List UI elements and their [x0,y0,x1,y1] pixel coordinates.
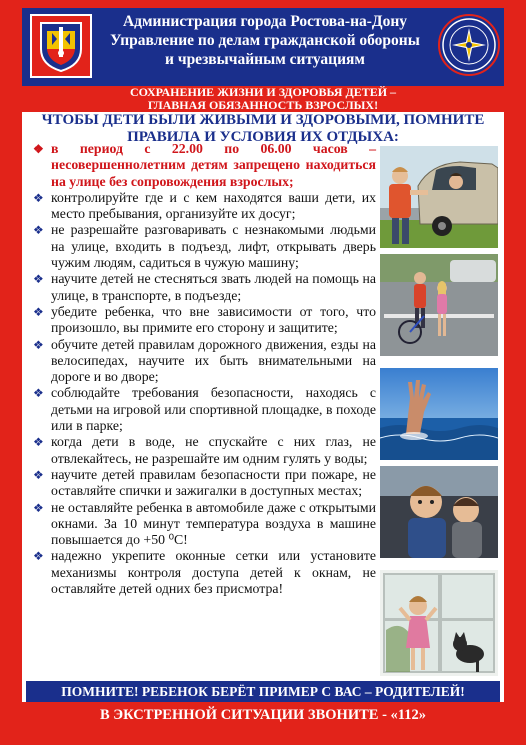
rule-text: контролируйте где и с кем находятся ваши дети, их место пребывания, организуйте их досуг; [51,189,376,222]
rule-text: убедите ребенка, что вне зависимости от того, что произошло, вы примите его сторону и защитите; [51,303,376,336]
rule-item [33,222,376,271]
rostov-coat-of-arms-icon [30,14,92,78]
main-heading-line: ЧТОБЫ ДЕТИ БЫЛИ ЖИВЫМИ И ЗДОРОВЫМИ, ПОМНИТЕ [41,112,485,128]
header-title [96,12,434,69]
slogan-line: ГЛАВНАЯ ОБЯЗАННОСТЬ ВЗРОСЛЫХ! [147,97,379,112]
rules-list [33,141,376,597]
children-on-bicycle-photo [380,254,498,356]
rule-text: соблюдайте требования безопасности, находясь с детьми на игровой или спортивной площадке, в походе или в парке; [51,385,376,434]
diamond-bullet-icon: ❖ [33,142,44,156]
header-title-line: Управление по делам гражданской обороны [110,32,420,49]
rule-item [33,548,376,597]
child-in-car-seat-photo [380,466,498,558]
rule-text: не оставляйте ребенка в автомобиле даже с открытыми окнами. За 10 минут температура воздуха в машине повышается до +50 ⁰С! [51,499,376,548]
diamond-bullet-icon: ❖ [33,386,44,401]
rule-text: в период с 22.00 по 06.00 часов – несовершеннолетним детям запрещено находиться на улице без сопровождения взрослых; [51,141,376,189]
rule-curfew [33,141,376,190]
parents-reminder-banner: ПОМНИТЕ! РЕБЕНОК БЕРЁТ ПРИМЕР С ВАС – РОДИТЕЛЕЙ! [26,681,500,702]
diamond-bullet-icon: ❖ [33,190,44,205]
drowning-hand-photo [380,368,498,460]
diamond-bullet-icon: ❖ [33,435,44,450]
rule-text: когда дети в воде, не спускайте с них глаз, не отвлекайтесь, не разрешайте им одним гулять у воды; [51,434,376,466]
rule-item [33,271,376,304]
header-title-line: и чрезвычайным ситуациям [165,51,365,68]
rule-item [33,385,376,434]
header-title-line: Администрация города Ростова-на-Дону [122,13,408,30]
rule-item [33,467,376,500]
diamond-bullet-icon: ❖ [33,223,44,238]
rule-text: научите детей не стесняться звать людей на помощь на улице, в транспорте, в подъезде; [51,271,376,303]
rule-item [33,337,376,386]
diamond-bullet-icon: ❖ [33,549,44,564]
diamond-bullet-icon: ❖ [33,467,44,482]
rule-text: научите детей правилам безопасности при пожаре, не оставляйте спички и зажигалки в доступных местах; [51,466,376,499]
diamond-bullet-icon: ❖ [33,337,44,352]
child-at-window-photo [380,570,498,676]
diamond-bullet-icon: ❖ [33,272,44,287]
rule-item [33,304,376,337]
rule-text: обучите детей правилам дорожного движения, езды на велосипедах, научите их быть внимательными на дороге и во дворе; [51,336,376,385]
rule-item [33,190,376,223]
civil-defense-emblem-icon [438,14,500,76]
diamond-bullet-icon: ❖ [33,500,44,515]
rule-item [33,500,376,549]
slogan [22,86,504,111]
main-heading-line: ПРАВИЛА И УСЛОВИЯ ИХ ОТДЫХА: [127,129,399,145]
rule-item [33,434,376,467]
slogan-line: СОХРАНЕНИЕ ЖИЗНИ И ЗДОРОВЬЯ ДЕТЕЙ – [129,85,397,99]
diamond-bullet-icon: ❖ [33,304,44,319]
rule-text: не разрешайте разговаривать с незнакомыми людьми на улице, входить в подъезд, лифт, открывать дверь чужим людям, садиться в чужую машину; [51,222,376,271]
rule-text: надежно укрепите оконные сетки или установите механизмы контроля доступа детей к окнам, не оставляйте детей одних без присмотра! [51,548,376,597]
child-and-car-photo [380,146,498,248]
emergency-call-banner: В ЭКСТРЕННОЙ СИТУАЦИИ ЗВОНИТЕ - «112» [22,702,504,729]
